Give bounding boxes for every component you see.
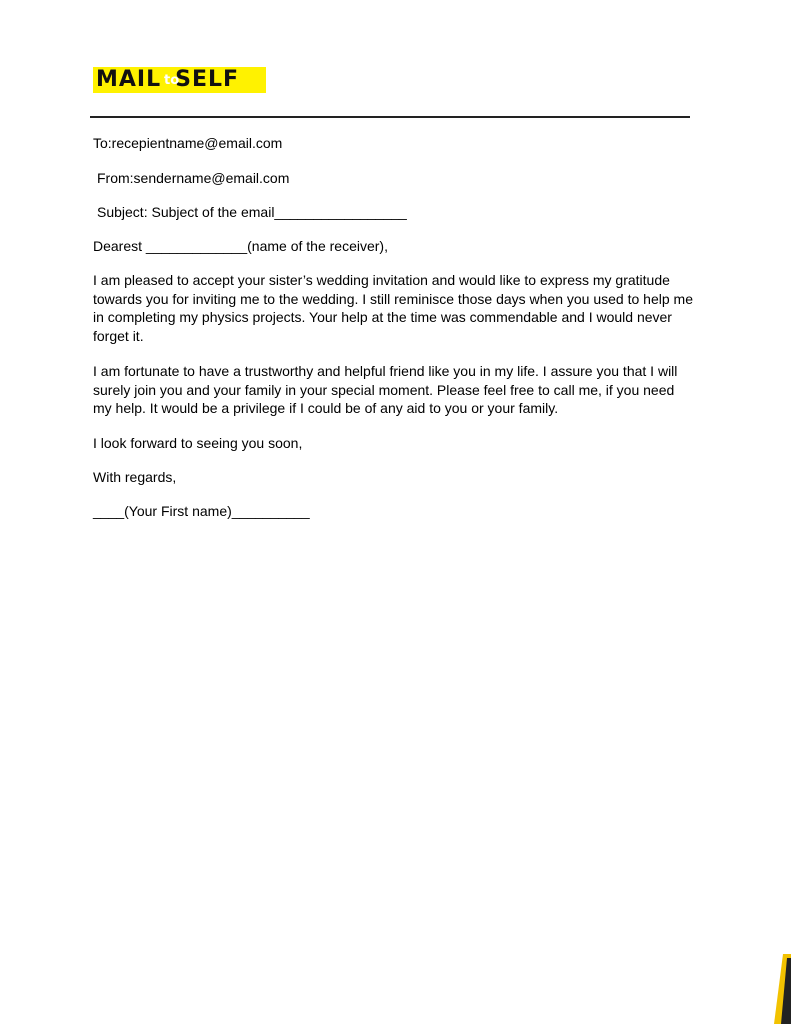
logo-text-right: SELF xyxy=(175,67,240,92)
letter-closing: I look forward to seeing you soon, xyxy=(93,435,303,451)
letter-signature: ____(Your First name)__________ xyxy=(93,503,310,519)
email-from: From:sendername@email.com xyxy=(97,170,290,186)
letter-greeting: Dearest _____________(name of the receiver), xyxy=(93,238,388,254)
letter-regards: With regards, xyxy=(93,469,177,485)
header-divider xyxy=(90,116,690,118)
email-subject: Subject: Subject of the email_________________ xyxy=(97,204,407,220)
letter-paragraph-1: I am pleased to accept your sister’s wedding invitation and would like to express my gratitude towards you for inviting me to the wedding. I still reminisce those days when you used to help me in completing my physics projects. Your help at the time was commendable and I would never forget it. xyxy=(93,272,693,344)
logo-text-to: to xyxy=(164,73,180,88)
logo-text-left: MAIL xyxy=(96,67,162,92)
letter-paragraph-2: I am fortunate to have a trustworthy and helpful friend like you in my life. I assure you that I will surely join you and your family in your special moment. Please feel free to call me, if you need my help. It would be a privilege if I could be of any aid to you or your family. xyxy=(93,363,678,416)
corner-decoration xyxy=(761,954,791,1024)
email-to: To:recepientname@email.com xyxy=(93,135,283,151)
mailtoself-logo xyxy=(93,67,266,93)
